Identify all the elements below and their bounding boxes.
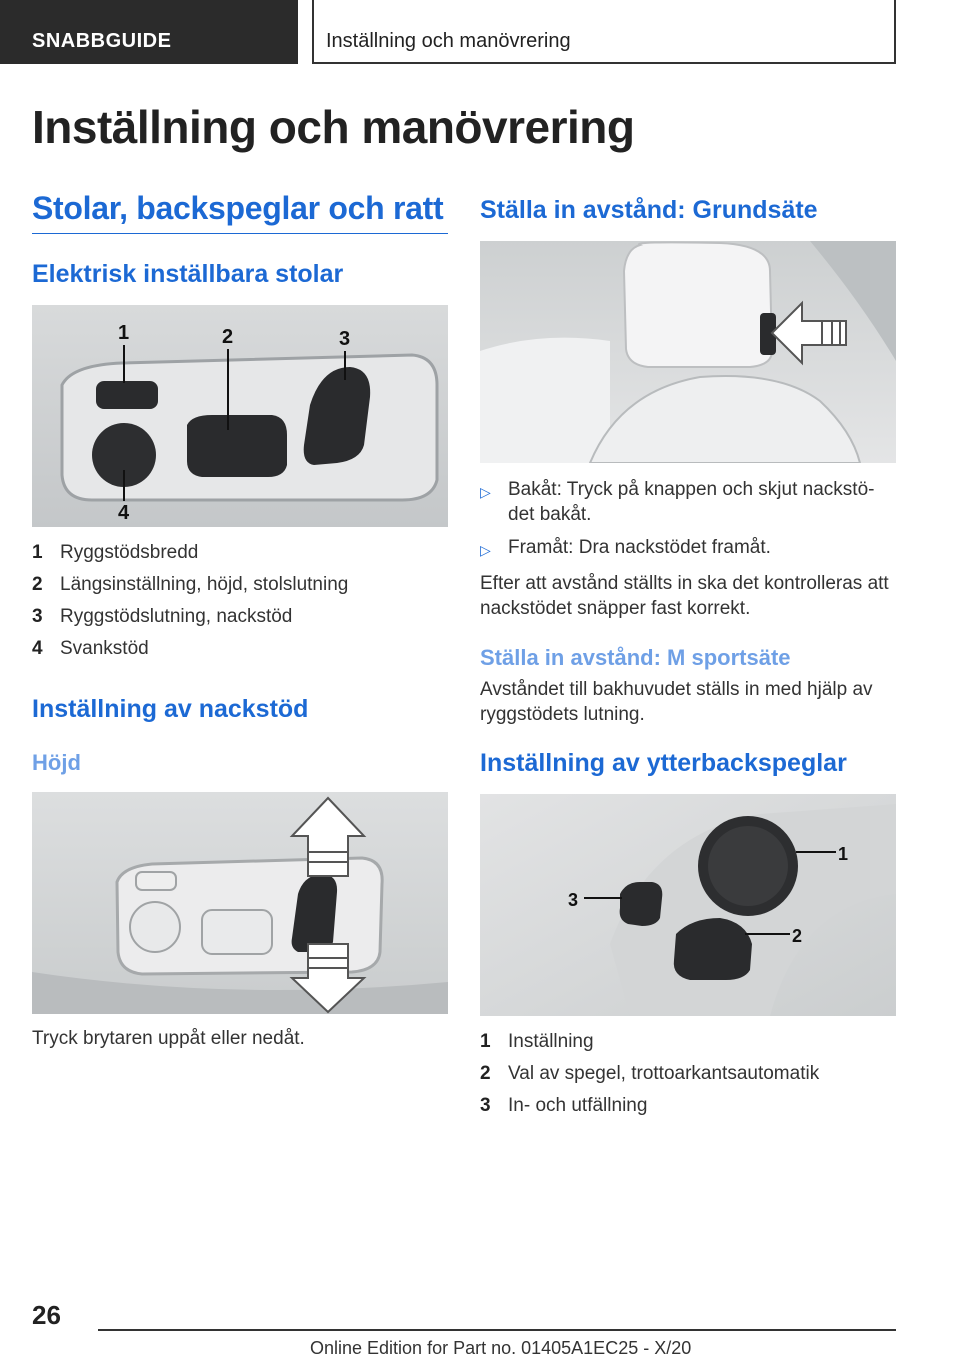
left-column <box>32 190 448 1051</box>
list-item: 2 Längsinställning, höjd, stolslutning <box>32 574 349 595</box>
callout-2: 2 <box>792 926 803 946</box>
seats-heading: Elektrisk inställbara stolar <box>32 260 344 288</box>
section-heading: Stolar, backspeglar och ratt <box>32 190 448 234</box>
basic-seat-steps <box>480 477 896 563</box>
section-label: SNABBGUIDE <box>0 0 298 64</box>
list-item: ▷ Bakåt: Tryck på knappen och skjut nackstö-det bakåt. <box>480 479 875 525</box>
headrest-heading: Inställning av nackstöd <box>32 695 309 723</box>
callout-2: 2 <box>222 326 234 348</box>
triangle-bullet-icon: ▷ <box>480 484 491 500</box>
right-column <box>480 190 896 1122</box>
list-item: 3 In- och utfällning <box>480 1095 648 1116</box>
mirror-controls-image <box>480 794 896 1016</box>
page-header <box>0 0 960 66</box>
callout-1: 1 <box>838 844 849 864</box>
callout-1: 1 <box>118 322 130 344</box>
seat-controls-image <box>32 305 448 527</box>
page-title: Inställning och manövrering <box>32 101 635 153</box>
edition-note: Online Edition for Part no. 01405A1EC25 - X/20 <box>310 1338 692 1358</box>
list-item: 2 Val av spegel, trottoarkantsautomatik <box>480 1063 820 1084</box>
callout-3: 3 <box>568 890 579 910</box>
chapter-label: Inställning och manövrering <box>312 0 896 64</box>
headrest-release-image <box>480 241 896 463</box>
list-item: 4 Svankstöd <box>32 638 149 659</box>
sport-seat-heading: Ställa in avstånd: M sportsäte <box>480 645 791 670</box>
list-item: 3 Ryggstödslutning, nackstöd <box>32 606 293 627</box>
page-number: 26 <box>32 1300 61 1330</box>
mirrors-heading: Inställning av ytterbackspeglar <box>480 749 847 777</box>
height-subheading: Höjd <box>32 750 81 775</box>
headrest-switch-image <box>32 792 448 1014</box>
sport-seat-text: Avståndet till bakhuvudet ställs in med hjälp av ryggstödets lutning. <box>480 679 873 725</box>
callout-4: 4 <box>118 502 130 524</box>
list-item: 1 Inställning <box>480 1031 594 1052</box>
seat-controls-legend <box>32 537 448 665</box>
footer-divider <box>98 1329 896 1331</box>
headrest-caption: Tryck brytaren uppåt eller nedåt. <box>32 1028 305 1049</box>
list-item: 1 Ryggstödsbredd <box>32 542 199 563</box>
triangle-bullet-icon: ▷ <box>480 542 491 558</box>
basic-seat-note: Efter att avstånd ställts in ska det kontrolleras att nackstödet snäpper fast korrekt. <box>480 573 889 619</box>
list-item: ▷ Framåt: Dra nackstödet framåt. <box>480 535 896 563</box>
basic-seat-heading: Ställa in avstånd: Grundsäte <box>480 196 818 224</box>
callout-3: 3 <box>339 328 351 350</box>
mirror-controls-legend <box>480 1026 896 1122</box>
